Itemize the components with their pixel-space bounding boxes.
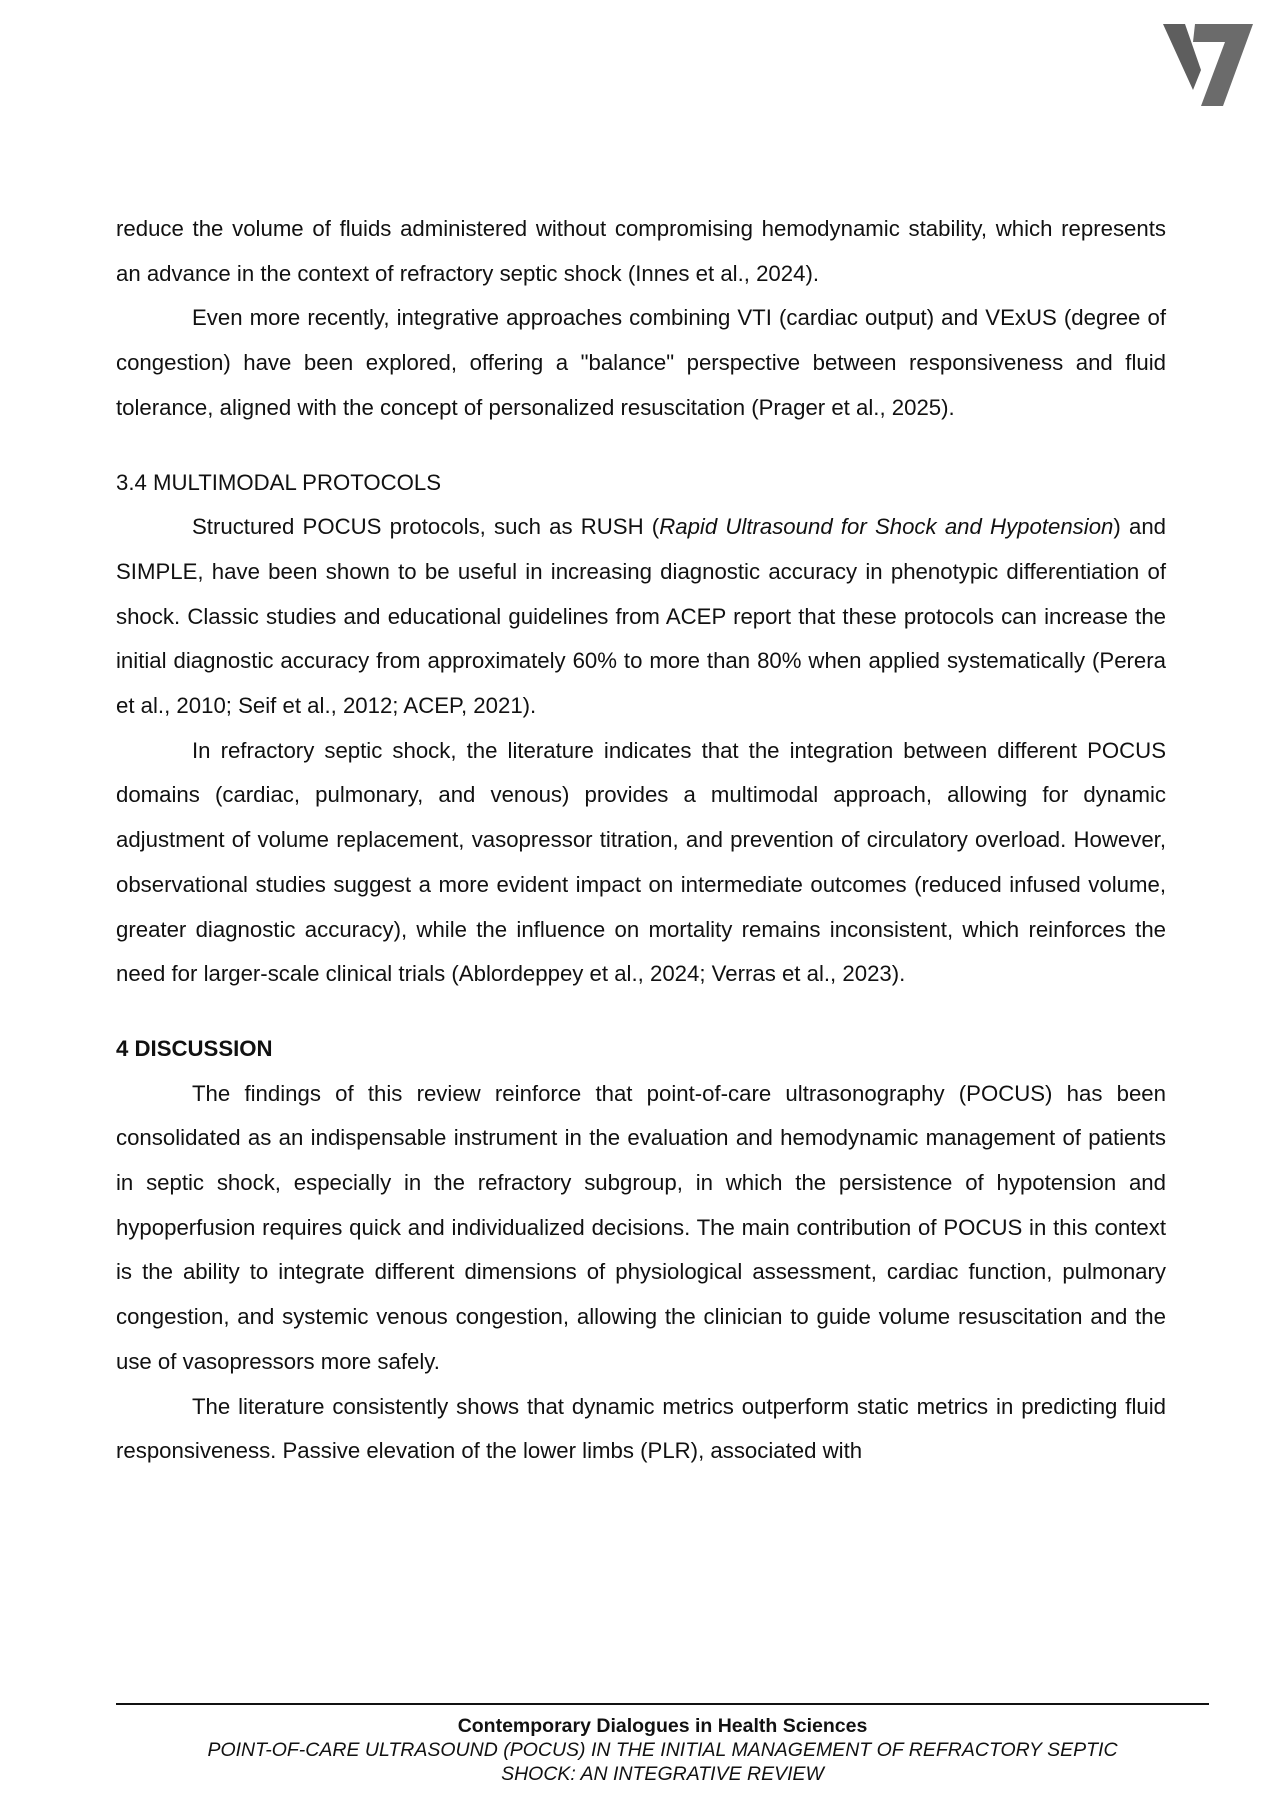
italic-protocol-name: Rapid Ultrasound for Shock and Hypotension xyxy=(659,514,1114,540)
section-heading-discussion: 4 DISCUSSION xyxy=(116,1035,273,1061)
footer-journal-name: Contemporary Dialogues in Health Sciences xyxy=(457,1715,868,1737)
paragraph-continuation: reduce the volume of fluids administered without compromising hemodynamic stability, which represents an advance in the context of refractory septic shock (Innes et al., 2024). xyxy=(116,216,1166,286)
page-footer xyxy=(116,1714,1209,1786)
footer-divider xyxy=(116,1703,1209,1705)
journal-logo-icon xyxy=(1163,24,1258,110)
paragraph-structured-protocols xyxy=(116,505,1166,729)
footer-article-title-line2: SHOCK: AN INTEGRATIVE REVIEW xyxy=(501,1763,824,1785)
paragraph-integrative-approaches: Even more recently, integrative approaches combining VTI (cardiac output) and VExUS (degree of congestion) have been explored, offering a "balance" perspective between responsiveness and fluid tolerance, aligned with the concept of personalized resuscitation (Prager et al., 2025). xyxy=(116,305,1166,420)
text-segment: ) and SIMPLE, have been shown to be useful in increasing diagnostic accuracy in phenotypic differentiation of shock. Classic studies and educational guidelines from ACEP report that these protocols can increase the initial diagnostic accuracy from approximately 60% to more than 80% when applied systematically (Perera et al., 2010; Seif et al., 2012; ACEP, 2021). xyxy=(116,514,1166,719)
paragraph-refractory-integration: In refractory septic shock, the literature indicates that the integration between different POCUS domains (cardiac, pulmonary, and venous) provides a multimodal approach, allowing for dynamic adjustment of volume replacement, vasopressor titration, and prevention of circulatory overload. However, observational studies suggest a more evident impact on intermediate outcomes (reduced infused volume, greater diagnostic accuracy), while the influence on mortality remains inconsistent, which reinforces the need for larger-scale clinical trials (Ablordeppey et al., 2024; Verras et al., 2023). xyxy=(116,737,1166,987)
paragraph-discussion-findings: The findings of this review reinforce that point-of-care ultrasonography (POCUS) has been consolidated as an indispensable instrument in the evaluation and hemodynamic management of patients in septic shock, especially in the refractory subgroup, in which the persistence of hypotension and hypoperfusion requires quick and individualized decisions. The main contribution of POCUS in this context is the ability to integrate different dimensions of physiological assessment, cardiac function, pulmonary congestion, and systemic venous congestion, allowing the clinician to guide volume resuscitation and the use of vasopressors more safely. xyxy=(116,1080,1166,1374)
footer-article-title-line1: POINT-OF-CARE ULTRASOUND (POCUS) IN THE INITIAL MANAGEMENT OF REFRACTORY SEPTIC xyxy=(207,1739,1118,1761)
article-body xyxy=(116,207,1166,1474)
text-segment: Structured POCUS protocols, such as RUSH ( xyxy=(192,514,660,540)
section-heading-multimodal-protocols: 3.4 MULTIMODAL PROTOCOLS xyxy=(116,469,442,495)
paragraph-discussion-dynamic-metrics: The literature consistently shows that dynamic metrics outperform static metrics in predicting fluid responsiveness. Passive elevation of the lower limbs (PLR), associated with xyxy=(116,1393,1166,1464)
